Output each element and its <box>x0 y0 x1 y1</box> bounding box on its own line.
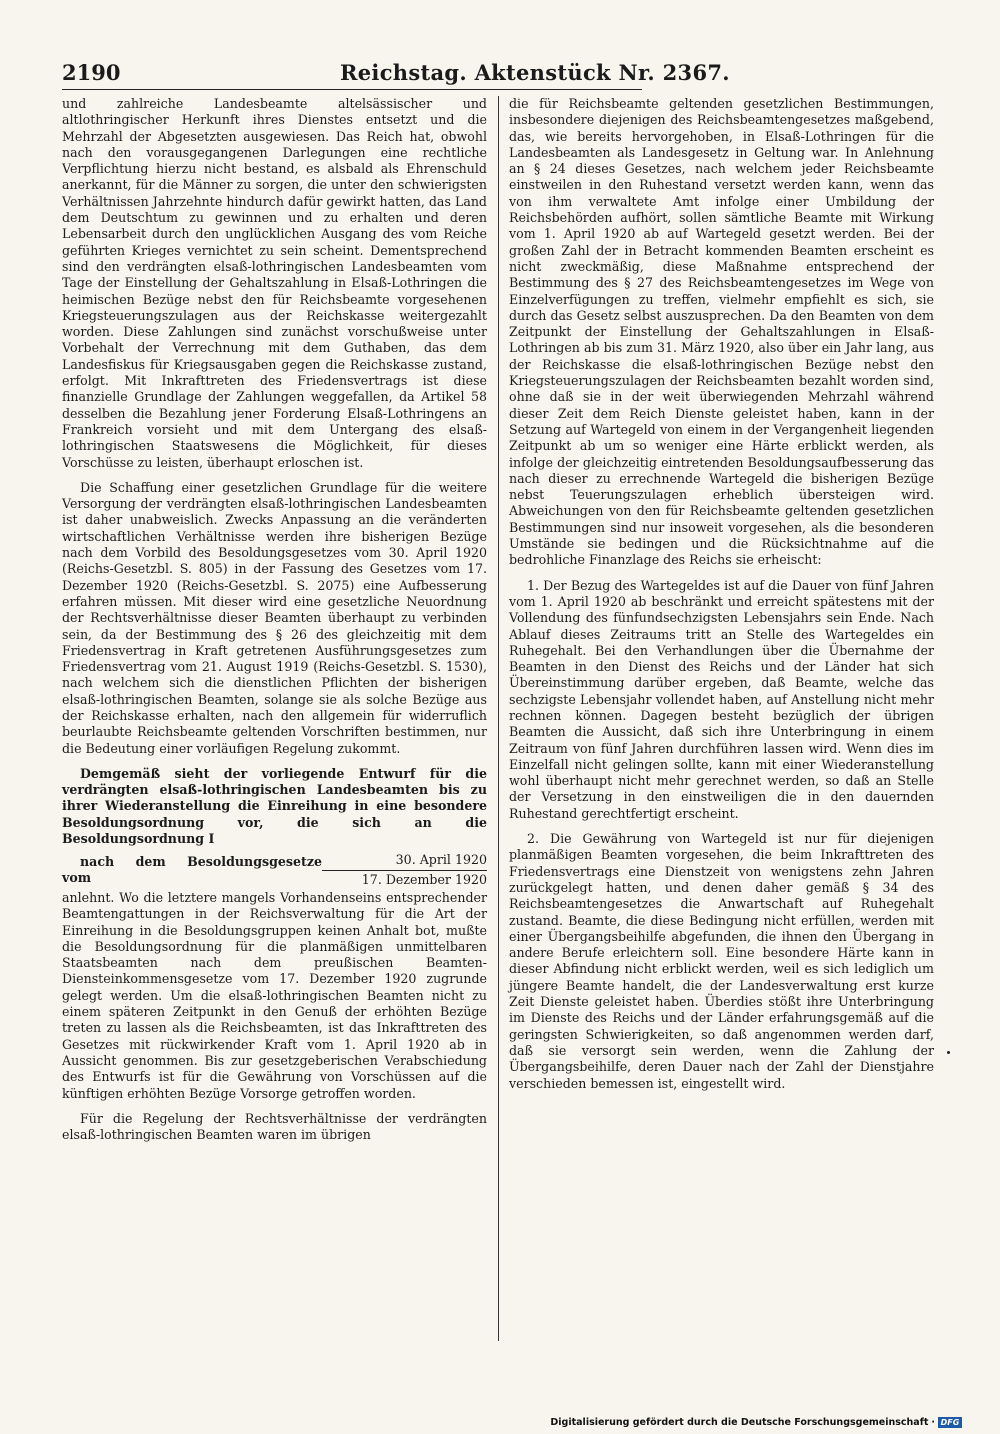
numbered-paragraph: 1. Der Bezug des Wartegeldes ist auf die Dauer von fünf Jahren vom 1. April 1920 ab beschränkt und erreicht spätestens mit der Vollendung des fünfundsechzigsten Lebensjahrs sein Ende. Nach Ablauf dieses Zeitraums tritt an Stelle des Wartegeldes ein Ruhegehalt. Bei den Verhandlungen über die Übernahme der Beamten in den Dienst des Reichs und der Länder hat sich Übereinstimmung darüber ergeben, daß Beamte, welche das sechzigste Lebensjahr vollendet haben, auf Anstellung nicht mehr rechnen können. Dagegen besteht bezüglich der übrigen Beamten die Aussicht, daß sich ihre Unterbringung in einem Zeitraum von fünf Jahren durchführen lassen wird. Wenn dies im Einzelfall nicht gelingen sollte, kann mit einer Wiederanstellung wohl überhaupt nicht mehr gerechnet werden, so daß an Stelle der Versetzung in den einstweiligen die in den dauernden Ruhestand gerechtfertigt erscheint. <box>509 577 934 821</box>
paragraph: die für Reichsbeamte geltenden gesetzlichen Bestimmungen, insbesondere diejenigen des Reichsbeamtengesetzes maßgebend, das, wie bereits hervorgehoben, in Elsaß-Lothringen für die Landesbeamten als Landesgesetz in Geltung war. In Anlehnung an § 24 dieses Gesetzes, nach welchem jeder Reichsbeamte einstweilen in den Ruhestand versetzt werden kann, wenn das von ihm verwaltete Amt infolge einer Umbildung der Reichsbehörden aufhört, sollen sämtliche Beamte mit Wirkung vom 1. April 1920 ab auf Wartegeld gesetzt werden. Bei der großen Zahl der in Betracht kommenden Beamten erscheint es nicht zweckmäßig, diese Maßnahme entsprechend der Bestimmung des § 27 des Reichsbeamtengesetzes im Wege von Einzelverfügungen zu treffen, vielmehr empfiehlt es sich, sie durch das Gesetz selbst auszusprechen. Da den Beamten von dem Zeitpunkt der Einstellung der Gehaltszahlungen in Elsaß-Lothringen ab bis zum 31. März 1920, also über ein Jahr lang, aus der Reichskasse die elsaß-lothringischen Bezüge nebst den Kriegsteuerungszulagen der Reichsbeamten bezahlt worden sind, ohne daß sie in der weit überwiegenden Mehrzahl während dieser Zeit dem Reich Dienste geleistet haben, kann in der Setzung auf Wartegeld von einem in der Vergangenheit liegenden Zeitpunkt ab um so weniger eine Härte erblickt werden, als infolge der gleichzeitig eintretenden Besoldungsaufbesserung das nach dieser zu errechnende Wartegeld die bisherigen Bezüge nebst Teuerungszulagen erheblich übersteigen wird. Abweichungen von den für Reichsbeamte geltenden gesetzlichen Bestimmungen sind nur insoweit vorgesehen, als die besonderen Umstände sie bedingen und die Rücksichtnahme auf die bedrohliche Finanzlage des Reichs sie erheischt: <box>509 96 934 568</box>
header-rule <box>62 89 642 90</box>
date-fraction-line <box>62 852 487 888</box>
date-fraction <box>322 852 487 888</box>
page-number: 2190 <box>62 60 121 85</box>
credit-text: Digitalisierung gefördert durch die Deutsche Forschungsgemeinschaft <box>550 1417 929 1428</box>
right-column <box>509 96 934 1092</box>
margin-dot <box>947 1051 950 1054</box>
paragraph: anlehnt. Wo die letztere mangels Vorhandenseins entsprechender Beamtengattungen in der Reichsverwaltung für die Art der Einreihung in die Besoldungsgruppen keinen Anhalt bot, mußte die Besoldungsordnung für die planmäßigen unmittelbaren Staatsbeamten nach dem preußischen Beamten-Diensteinkommensgesetze vom 17. Dezember 1920 zugrunde gelegt werden. Um die elsaß-lothringischen Beamten nicht zu einem späteren Zeitpunkt in den Genuß der erhöhten Bezüge treten zu lassen als die Reichsbeamten, ist das Inkrafttreten des Gesetzes mit rückwirkender Kraft vom 1. April 1920 ab in Aussicht genommen. Bis zur gesetzgeberischen Verabschiedung des Entwurfs ist für die Gewährung von Vorschüssen auf die künftigen erhöhten Bezüge Vorsorge getroffen worden. <box>62 889 487 1101</box>
dfg-logo: DFG <box>938 1417 962 1428</box>
left-column <box>62 96 487 1143</box>
fraction-numerator: 30. April 1920 <box>322 852 487 870</box>
paragraph: Die Schaffung einer gesetzlichen Grundlage für die weitere Versorgung der verdrängten elsaß-lothringischen Landesbeamten ist daher unabweislich. Zwecks Anpassung an die veränderten wirtschaftlichen Verhältnisse werden ihre bisherigen Bezüge nach dem Vorbild des Besoldungsgesetzes vom 30. April 1920 (Reichs-Gesetzbl. S. 805) in der Fassung des Gesetzes vom 17. Dezember 1920 (Reichs-Gesetzbl. S. 2075) eine Aufbesserung erfahren müssen. Mit dieser wird eine gesetzliche Neuordnung der Rechtsverhältnisse dieser Beamten überhaupt zu verbinden sein, da der Bestimmung des § 26 des gleichzeitig mit dem Friedensvertrag in Kraft getretenen Ausführungsgesetzes zum Friedensvertrag vom 21. August 1919 (Reichs-Gesetzbl. S. 1530), nach welchem sich die dienstlichen Pflichten der bisherigen elsaß-lothringischen Beamten, solange sie als solche Bezüge aus der Reichskasse erhalten, nach den allgemein für widerruflich beurlaubte Reichsbeamte geltenden Vorschriften bestimmen, nur die Bedeutung einer vorläufigen Regelung zukommt. <box>62 479 487 756</box>
paragraph: Für die Regelung der Rechtsverhältnisse der verdrängten elsaß-lothringischen Beamten waren im übrigen <box>62 1110 487 1143</box>
column-divider <box>498 96 499 1341</box>
running-title: Reichstag. Aktenstück Nr. 2367. <box>340 60 730 85</box>
paragraph: und zahlreiche Landesbeamte altelsässischer und altlothringischer Herkunft ihres Dienstes entsetzt und die Mehrzahl der Abgesetzten ausgewiesen. Das Reich hat, obwohl nach den vorausgegangenen Darlegungen eine rechtliche Verpflichtung hierzu nicht bestand, es alsbald als Ehrenschuld anerkannt, für die Männer zu sorgen, die unter den schwierigsten Verhältnissen Jahrzehnte hindurch dafür gewirkt hatten, das Land dem Deutschtum zu gewinnen und zu erhalten und deren Lebensarbeit durch den unglücklichen Ausgang des vom Reiche geführten Krieges vernichtet zu sein scheint. Dementsprechend sind den verdrängten elsaß-lothringischen Landesbeamten vom Tage der Einstellung der Gehaltszahlung in Elsaß-Lothringen die heimischen Bezüge nebst den für Reichsbeamte vorgesehenen Kriegsteuerungszulagen aus der Reichskasse weitergezahlt worden. Diese Zahlungen sind zunächst vorschußweise unter Vorbehalt der Verrechnung mit dem Guthaben, das dem Landesfiskus für Kriegsausgaben gegen die Reichskasse zustand, erfolgt. Mit Inkrafttreten des Friedensvertrags ist diese finanzielle Grundlage der Zahlungen weggefallen, da Artikel 58 desselben die Bezahlung jener Forderung Elsaß-Lothringens an Frankreich vorsieht und mit dem Untergang des elsaß-lothringischen Staatswesens die Möglichkeit, für dieses Vorschüsse zu leisten, überhaupt erloschen ist. <box>62 96 487 470</box>
fraction-lead-text: nach dem Besoldungsgesetze vom <box>62 853 322 886</box>
fraction-denominator: 17. Dezember 1920 <box>361 871 487 887</box>
page-header <box>62 58 730 86</box>
numbered-paragraph: 2. Die Gewährung von Wartegeld ist nur für diejenigen planmäßigen Beamten vorgesehen, die beim Inkrafttreten des Friedensvertrags eine Dienstzeit von wenigstens zehn Jahren zurückgelegt hatten, und denen daher gemäß § 34 des Reichsbeamtengesetzes die Anwartschaft auf Ruhegehalt zustand. Beamte, die diese Bedingung nicht erfüllen, werden mit einer Übergangsbeihilfe abgefunden, die ihnen den Übergang in andere Berufe erleichtern soll. Eine besondere Härte kann in dieser Abfindung nicht erblickt werden, weil es sich lediglich um jüngere Beamte handelt, die der Landesverwaltung erst kurze Zeit Dienste geleistet haben. Überdies stößt ihre Unterbringung im Dienste des Reichs und der Länder erfahrungsgemäß auf die geringsten Schwierigkeiten, so daß angenommen werden darf, daß sie versorgt sein werden, wenn die Zahlung der Übergangsbeihilfe, deren Dauer nach der Zahl der Dienstjahre verschieden bemessen ist, eingestellt wird. <box>509 831 934 1091</box>
paragraph: Demgemäß sieht der vorliegende Entwurf für die verdrängten elsaß-lothringischen Landesbeamten bis zu ihrer Wiederanstellung die Einreihung in eine besondere Besoldungsordnung vor, die sich an die Besoldungsordnung I <box>62 765 487 847</box>
separator: · <box>931 1417 935 1428</box>
digitization-credit <box>550 1417 962 1428</box>
